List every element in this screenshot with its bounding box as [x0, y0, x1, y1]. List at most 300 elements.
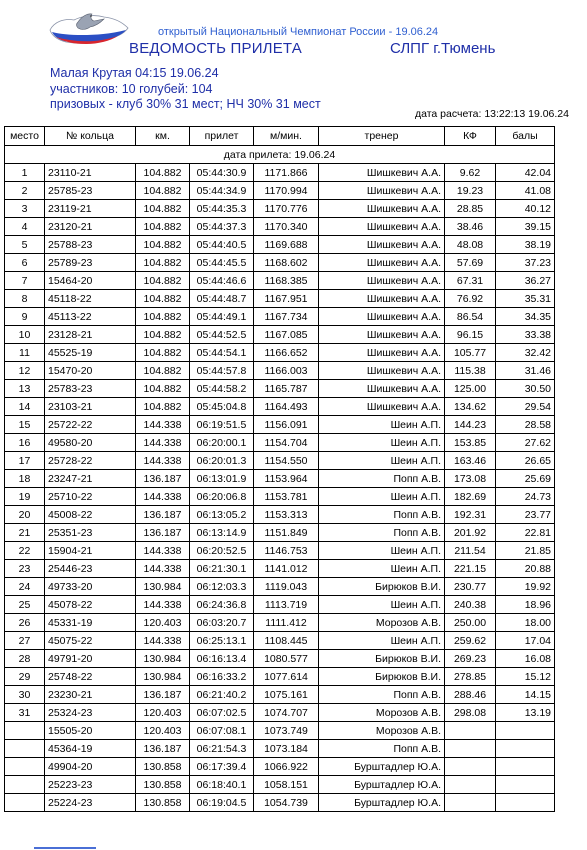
cell-arrival: 05:44:57.8 [190, 362, 254, 380]
cell-trainer: Шеин А.П. [319, 596, 445, 614]
cell-place [5, 722, 45, 740]
cell-speed: 1168.385 [254, 272, 319, 290]
cell-arrival: 06:13:14.9 [190, 524, 254, 542]
table-header-row [5, 127, 555, 146]
table-row [5, 776, 555, 794]
cell-ring: 15470-20 [45, 362, 136, 380]
cell-trainer: Шишкевич А.А. [319, 344, 445, 362]
cell-speed: 1075.161 [254, 686, 319, 704]
table-row [5, 542, 555, 560]
cell-points: 24.73 [496, 488, 555, 506]
cell-coef: 269.23 [445, 650, 496, 668]
cell-speed: 1154.550 [254, 452, 319, 470]
cell-coef: 115.38 [445, 362, 496, 380]
table-row [5, 200, 555, 218]
cell-points: 25.69 [496, 470, 555, 488]
table-row [5, 560, 555, 578]
arrival-date: дата прилета: 19.06.24 [5, 146, 555, 164]
cell-speed: 1077.614 [254, 668, 319, 686]
cell-trainer: Бирюков В.И. [319, 578, 445, 596]
cell-place [5, 740, 45, 758]
cell-ring: 25785-23 [45, 182, 136, 200]
cell-points [496, 794, 555, 812]
cell-ring: 25722-22 [45, 416, 136, 434]
cell-ring: 45078-22 [45, 596, 136, 614]
cell-ring: 45118-22 [45, 290, 136, 308]
cell-km: 130.858 [136, 776, 190, 794]
cell-speed: 1166.003 [254, 362, 319, 380]
table-row [5, 308, 555, 326]
cell-km: 120.403 [136, 722, 190, 740]
table-row [5, 686, 555, 704]
cell-coef: 86.54 [445, 308, 496, 326]
cell-points: 35.31 [496, 290, 555, 308]
table-row [5, 596, 555, 614]
cell-km: 130.984 [136, 578, 190, 596]
cell-ring: 25783-23 [45, 380, 136, 398]
table-row [5, 740, 555, 758]
cell-coef: 19.23 [445, 182, 496, 200]
cell-speed: 1146.753 [254, 542, 319, 560]
cell-ring: 15464-20 [45, 272, 136, 290]
cell-arrival: 06:13:05.2 [190, 506, 254, 524]
table-row [5, 434, 555, 452]
cell-speed: 1169.688 [254, 236, 319, 254]
cell-place: 24 [5, 578, 45, 596]
cell-coef: 259.62 [445, 632, 496, 650]
col-header-arrival: прилет [190, 127, 254, 146]
cell-speed: 1108.445 [254, 632, 319, 650]
cell-coef: 76.92 [445, 290, 496, 308]
cell-arrival: 05:45:04.8 [190, 398, 254, 416]
col-header-place: место [5, 127, 45, 146]
cell-ring: 23128-21 [45, 326, 136, 344]
cell-arrival: 06:24:36.8 [190, 596, 254, 614]
cell-trainer: Шишкевич А.А. [319, 218, 445, 236]
cell-speed: 1170.340 [254, 218, 319, 236]
table-row [5, 344, 555, 362]
cell-coef: 298.08 [445, 704, 496, 722]
cell-ring: 25728-22 [45, 452, 136, 470]
cell-speed: 1073.184 [254, 740, 319, 758]
cell-arrival: 05:44:49.1 [190, 308, 254, 326]
col-header-ring: № кольца [45, 127, 136, 146]
cell-speed: 1153.781 [254, 488, 319, 506]
cell-arrival: 06:19:51.5 [190, 416, 254, 434]
cell-place: 13 [5, 380, 45, 398]
cell-coef: 125.00 [445, 380, 496, 398]
cell-points: 20.88 [496, 560, 555, 578]
cell-points: 21.85 [496, 542, 555, 560]
cell-ring: 23110-21 [45, 164, 136, 182]
cell-speed: 1066.922 [254, 758, 319, 776]
cell-trainer: Шишкевич А.А. [319, 290, 445, 308]
cell-km: 104.882 [136, 326, 190, 344]
cell-place: 11 [5, 344, 45, 362]
cell-km: 130.984 [136, 668, 190, 686]
cell-coef: 211.54 [445, 542, 496, 560]
cell-coef [445, 758, 496, 776]
cell-points [496, 758, 555, 776]
cell-speed: 1164.493 [254, 398, 319, 416]
cell-ring: 23119-21 [45, 200, 136, 218]
cell-points: 15.12 [496, 668, 555, 686]
cell-ring: 49580-20 [45, 434, 136, 452]
cell-place: 1 [5, 164, 45, 182]
cell-arrival: 06:18:40.1 [190, 776, 254, 794]
cell-ring: 25789-23 [45, 254, 136, 272]
cell-trainer: Морозов А.В. [319, 722, 445, 740]
cell-km: 104.882 [136, 200, 190, 218]
cell-trainer: Шишкевич А.А. [319, 398, 445, 416]
cell-points [496, 740, 555, 758]
table-row [5, 290, 555, 308]
cell-trainer: Шеин А.П. [319, 542, 445, 560]
cell-coef: 250.00 [445, 614, 496, 632]
cell-speed: 1113.719 [254, 596, 319, 614]
table-row [5, 650, 555, 668]
cell-arrival: 06:13:01.9 [190, 470, 254, 488]
cell-trainer: Бирюков В.И. [319, 668, 445, 686]
cell-arrival: 06:12:03.3 [190, 578, 254, 596]
table-row [5, 524, 555, 542]
cell-coef [445, 722, 496, 740]
cell-speed: 1153.313 [254, 506, 319, 524]
cell-coef: 230.77 [445, 578, 496, 596]
cell-place: 30 [5, 686, 45, 704]
cell-speed: 1165.787 [254, 380, 319, 398]
cell-ring: 15904-21 [45, 542, 136, 560]
cell-speed: 1141.012 [254, 560, 319, 578]
table-row [5, 218, 555, 236]
cell-arrival: 06:20:52.5 [190, 542, 254, 560]
cell-coef: 288.46 [445, 686, 496, 704]
cell-arrival: 05:44:40.5 [190, 236, 254, 254]
cell-coef: 144.23 [445, 416, 496, 434]
cell-trainer: Бурштадлер Ю.А. [319, 758, 445, 776]
cell-arrival: 06:21:54.3 [190, 740, 254, 758]
cell-points: 26.65 [496, 452, 555, 470]
table-row [5, 722, 555, 740]
col-header-coef: КФ [445, 127, 496, 146]
cell-speed: 1170.776 [254, 200, 319, 218]
cell-points: 18.96 [496, 596, 555, 614]
cell-arrival: 06:07:02.5 [190, 704, 254, 722]
cell-km: 104.882 [136, 398, 190, 416]
table-row [5, 164, 555, 182]
cell-coef: 192.31 [445, 506, 496, 524]
cell-place: 7 [5, 272, 45, 290]
cell-trainer: Шеин А.П. [319, 434, 445, 452]
cell-arrival: 06:21:30.1 [190, 560, 254, 578]
cell-coef: 67.31 [445, 272, 496, 290]
results-table [4, 126, 555, 812]
cell-trainer: Попп А.В. [319, 506, 445, 524]
cell-points: 22.81 [496, 524, 555, 542]
cell-coef: 163.46 [445, 452, 496, 470]
cell-trainer: Бурштадлер Ю.А. [319, 794, 445, 812]
col-header-km: км. [136, 127, 190, 146]
cell-place: 8 [5, 290, 45, 308]
prizes-info: призовых - клуб 30% 31 мест; НЧ 30% 31 мест [50, 97, 321, 111]
table-row [5, 182, 555, 200]
cell-place: 20 [5, 506, 45, 524]
table-row [5, 470, 555, 488]
cell-km: 144.338 [136, 416, 190, 434]
cell-ring: 45331-19 [45, 614, 136, 632]
cell-trainer: Шишкевич А.А. [319, 326, 445, 344]
cell-trainer: Бурштадлер Ю.А. [319, 776, 445, 794]
cell-coef: 173.08 [445, 470, 496, 488]
cell-points: 39.15 [496, 218, 555, 236]
cell-trainer: Шишкевич А.А. [319, 236, 445, 254]
cell-km: 136.187 [136, 740, 190, 758]
cell-km: 104.882 [136, 236, 190, 254]
cell-ring: 25223-23 [45, 776, 136, 794]
cell-arrival: 06:16:13.4 [190, 650, 254, 668]
cell-km: 136.187 [136, 470, 190, 488]
cell-coef: 240.38 [445, 596, 496, 614]
cell-ring: 15505-20 [45, 722, 136, 740]
cell-ring: 49791-20 [45, 650, 136, 668]
cell-ring: 23230-21 [45, 686, 136, 704]
cell-ring: 25351-23 [45, 524, 136, 542]
cell-coef: 96.15 [445, 326, 496, 344]
cell-arrival: 06:07:08.1 [190, 722, 254, 740]
cell-arrival: 05:44:58.2 [190, 380, 254, 398]
cell-coef: 221.15 [445, 560, 496, 578]
cell-points: 30.50 [496, 380, 555, 398]
cell-points: 42.04 [496, 164, 555, 182]
cell-arrival: 06:17:39.4 [190, 758, 254, 776]
race-info: Малая Крутая 04:15 19.06.24 [50, 66, 219, 80]
cell-ring: 49904-20 [45, 758, 136, 776]
cell-ring: 23120-21 [45, 218, 136, 236]
cell-place: 2 [5, 182, 45, 200]
cell-arrival: 06:25:13.1 [190, 632, 254, 650]
cell-speed: 1170.994 [254, 182, 319, 200]
cell-coef: 201.92 [445, 524, 496, 542]
cell-ring: 25224-23 [45, 794, 136, 812]
cell-speed: 1167.734 [254, 308, 319, 326]
cell-arrival: 05:44:35.3 [190, 200, 254, 218]
cell-coef: 28.85 [445, 200, 496, 218]
cell-km: 130.858 [136, 758, 190, 776]
cell-km: 144.338 [136, 488, 190, 506]
cell-km: 104.882 [136, 164, 190, 182]
club-name: СЛПГ г.Тюмень [390, 40, 496, 57]
table-row [5, 416, 555, 434]
cell-ring: 45008-22 [45, 506, 136, 524]
cell-ring: 45113-22 [45, 308, 136, 326]
cell-arrival: 05:44:46.6 [190, 272, 254, 290]
cell-place: 31 [5, 704, 45, 722]
cell-arrival: 06:21:40.2 [190, 686, 254, 704]
cell-trainer: Морозов А.В. [319, 704, 445, 722]
cell-place: 17 [5, 452, 45, 470]
cell-points: 14.15 [496, 686, 555, 704]
cell-speed: 1054.739 [254, 794, 319, 812]
cell-km: 144.338 [136, 452, 190, 470]
table-row [5, 578, 555, 596]
table-row [5, 506, 555, 524]
cell-speed: 1151.849 [254, 524, 319, 542]
table-row [5, 254, 555, 272]
cell-points: 17.04 [496, 632, 555, 650]
cell-ring: 25748-22 [45, 668, 136, 686]
cell-place: 4 [5, 218, 45, 236]
cell-points: 33.38 [496, 326, 555, 344]
cell-trainer: Шишкевич А.А. [319, 164, 445, 182]
cell-coef [445, 776, 496, 794]
table-row [5, 380, 555, 398]
cell-km: 136.187 [136, 686, 190, 704]
cell-km: 144.338 [136, 596, 190, 614]
table-row [5, 614, 555, 632]
cell-coef: 105.77 [445, 344, 496, 362]
cell-points: 23.77 [496, 506, 555, 524]
cell-ring: 25788-23 [45, 236, 136, 254]
cell-points: 32.42 [496, 344, 555, 362]
cell-ring: 25446-23 [45, 560, 136, 578]
cell-coef: 48.08 [445, 236, 496, 254]
cell-points: 19.92 [496, 578, 555, 596]
cell-km: 144.338 [136, 560, 190, 578]
cell-trainer: Морозов А.В. [319, 614, 445, 632]
table-row [5, 488, 555, 506]
cell-points: 29.54 [496, 398, 555, 416]
cell-trainer: Шишкевич А.А. [319, 308, 445, 326]
cell-arrival: 05:44:52.5 [190, 326, 254, 344]
cell-km: 120.403 [136, 704, 190, 722]
table-row [5, 272, 555, 290]
cell-coef: 9.62 [445, 164, 496, 182]
cell-km: 104.882 [136, 362, 190, 380]
cell-km: 136.187 [136, 506, 190, 524]
cell-km: 104.882 [136, 218, 190, 236]
cell-km: 104.882 [136, 290, 190, 308]
cell-points: 18.00 [496, 614, 555, 632]
cell-km: 104.882 [136, 344, 190, 362]
cell-arrival: 06:16:33.2 [190, 668, 254, 686]
col-header-points: балы [496, 127, 555, 146]
cell-arrival: 05:44:48.7 [190, 290, 254, 308]
cell-ring: 45525-19 [45, 344, 136, 362]
cell-coef: 278.85 [445, 668, 496, 686]
cell-ring: 23103-21 [45, 398, 136, 416]
cell-speed: 1111.412 [254, 614, 319, 632]
cell-points: 40.12 [496, 200, 555, 218]
cell-km: 144.338 [136, 434, 190, 452]
cell-speed: 1166.652 [254, 344, 319, 362]
cell-place [5, 794, 45, 812]
table-row [5, 794, 555, 812]
cell-trainer: Шишкевич А.А. [319, 200, 445, 218]
cell-place: 23 [5, 560, 45, 578]
cell-trainer: Шеин А.П. [319, 416, 445, 434]
cell-speed: 1156.091 [254, 416, 319, 434]
cell-points [496, 776, 555, 794]
cell-trainer: Шеин А.П. [319, 632, 445, 650]
participants-info: участников: 10 голубей: 104 [50, 82, 213, 96]
cell-coef: 38.46 [445, 218, 496, 236]
cell-trainer: Шеин А.П. [319, 488, 445, 506]
cell-km: 104.882 [136, 182, 190, 200]
cell-arrival: 06:20:01.3 [190, 452, 254, 470]
championship-subtitle: открытый Национальный Чемпионат России - 19.06.24 [158, 26, 439, 38]
col-header-speed: м/мин. [254, 127, 319, 146]
cell-km: 104.882 [136, 272, 190, 290]
cell-ring: 45364-19 [45, 740, 136, 758]
pigeon-russia-logo-icon [48, 8, 130, 48]
cell-arrival: 05:44:37.3 [190, 218, 254, 236]
cell-points: 34.35 [496, 308, 555, 326]
table-row [5, 668, 555, 686]
cell-place: 9 [5, 308, 45, 326]
cell-km: 104.882 [136, 380, 190, 398]
cell-place: 15 [5, 416, 45, 434]
table-row [5, 758, 555, 776]
cell-arrival: 06:20:00.1 [190, 434, 254, 452]
page-title: ВЕДОМОСТЬ ПРИЛЕТА [129, 40, 302, 57]
cell-trainer: Шишкевич А.А. [319, 254, 445, 272]
cell-speed: 1073.749 [254, 722, 319, 740]
cell-arrival: 05:44:34.9 [190, 182, 254, 200]
cell-coef: 134.62 [445, 398, 496, 416]
cell-points: 13.19 [496, 704, 555, 722]
cell-ring: 45075-22 [45, 632, 136, 650]
cell-arrival: 06:03:20.7 [190, 614, 254, 632]
cell-points: 16.08 [496, 650, 555, 668]
cell-points: 38.19 [496, 236, 555, 254]
cell-place: 28 [5, 650, 45, 668]
cell-place: 21 [5, 524, 45, 542]
cell-coef [445, 740, 496, 758]
cell-place: 12 [5, 362, 45, 380]
cell-points: 27.62 [496, 434, 555, 452]
cell-km: 104.882 [136, 308, 190, 326]
table-row [5, 236, 555, 254]
cell-place: 16 [5, 434, 45, 452]
cell-trainer: Шишкевич А.А. [319, 380, 445, 398]
table-row [5, 704, 555, 722]
cell-place: 18 [5, 470, 45, 488]
cell-place: 22 [5, 542, 45, 560]
cell-trainer: Шеин А.П. [319, 452, 445, 470]
cell-km: 136.187 [136, 524, 190, 542]
cell-coef: 153.85 [445, 434, 496, 452]
arrival-date-row [5, 146, 555, 164]
table-row [5, 362, 555, 380]
table-row [5, 452, 555, 470]
cell-speed: 1154.704 [254, 434, 319, 452]
table-row [5, 326, 555, 344]
cell-ring: 23247-21 [45, 470, 136, 488]
cell-place: 19 [5, 488, 45, 506]
cell-arrival: 05:44:45.5 [190, 254, 254, 272]
cell-trainer: Попп А.В. [319, 740, 445, 758]
cell-trainer: Бирюков В.И. [319, 650, 445, 668]
cell-place [5, 758, 45, 776]
cell-points: 36.27 [496, 272, 555, 290]
cell-points [496, 722, 555, 740]
cell-km: 130.858 [136, 794, 190, 812]
cell-km: 144.338 [136, 632, 190, 650]
cell-points: 41.08 [496, 182, 555, 200]
cell-speed: 1167.951 [254, 290, 319, 308]
cell-ring: 49733-20 [45, 578, 136, 596]
table-row [5, 398, 555, 416]
